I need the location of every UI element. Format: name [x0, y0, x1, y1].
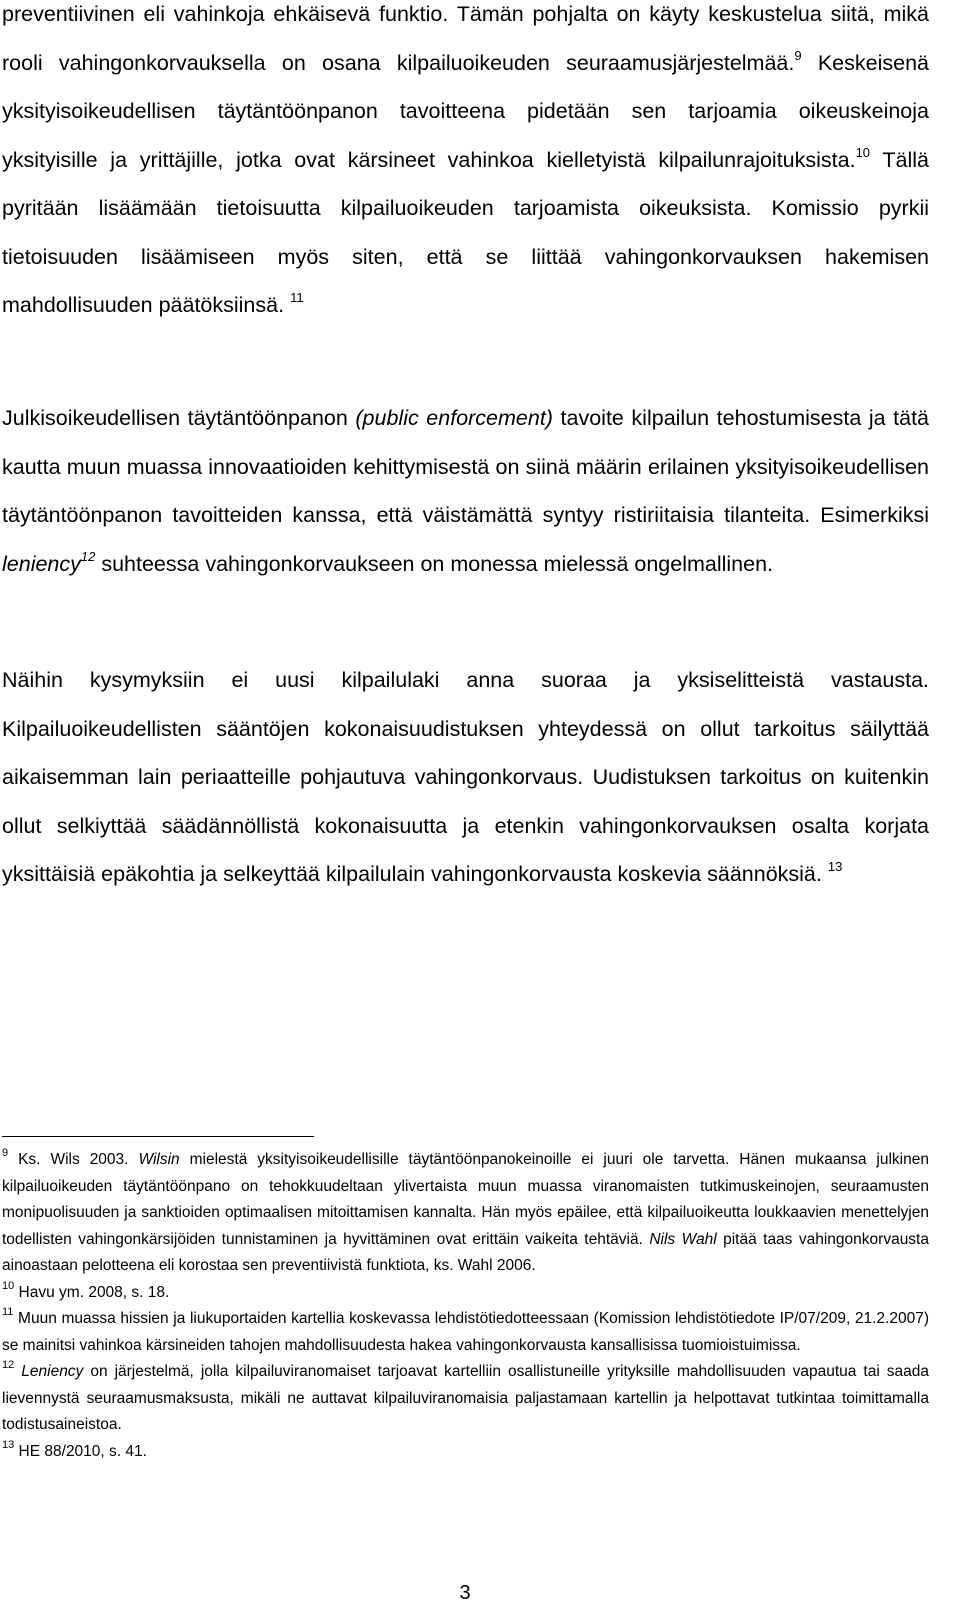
- paragraph-2-text-c: suhteessa vahingonkorvaukseen on monessa mielessä ongelmallinen.: [95, 551, 774, 576]
- footnote-11-text: Muun muassa hissien ja liukuportaiden kartellia koskevassa lehdistötiedotteessaan (Komission lehdistötiedote IP/07/209, 21.2.2007) se mainitsi vahinkoa kärsineiden tahojen mahdollisuudesta hakea vahingonkorvausta kansallisissa tuomioistuimissa.: [2, 1310, 929, 1354]
- paragraph-1: [2, 0, 929, 330]
- footnote-10-text: Havu ym. 2008, s. 18.: [14, 1283, 170, 1301]
- paragraph-3: [2, 656, 929, 899]
- footnote-ref-12-label: 12: [80, 548, 96, 564]
- footnote-ref-11[interactable]: 11: [290, 290, 304, 305]
- footnote-ref-10[interactable]: 10: [855, 144, 871, 160]
- footnote-12: [2, 1359, 929, 1439]
- footnote-12-italic-leniency: Leniency: [21, 1363, 84, 1380]
- paragraph-1-text-b: Keskeisenä yksityisoikeudellisen täytäntöönpanon tavoitteena pidetään sen tarjoamia oikeuskeinoja yksityisille ja yrittäjille, jotka ovat kärsineet vahinkoa kielletyistä kilpailunrajoituksista.: [2, 50, 929, 172]
- footnote-9-text-c: pitää taas vahingonkorvausta ainoastaan pelotteena eli korostaa sen preventiivistä funktiota, ks. Wahl 2006.: [2, 1230, 929, 1274]
- footnote-9: [2, 1147, 929, 1280]
- footnotes: [2, 1147, 929, 1465]
- footnote-9-italic-nils-wahl: Nils Wahl: [649, 1230, 717, 1248]
- footnote-13: [2, 1439, 929, 1466]
- paragraph-1-text-c: Tällä pyritään lisäämään tietoisuutta kilpailuoikeuden tarjoamista oikeuksista. Komissio pyrkii tietoisuuden lisäämiseen myös siten, että se liittää vahingonkorvauksen hakemisen mahdollisuuden päätöksiinsä.: [2, 147, 930, 317]
- paragraph-2-text-a: Julkisoikeudellisen täytäntöönpanon: [2, 406, 356, 430]
- paragraph-2: [2, 394, 929, 588]
- footnote-12-number: 12: [2, 1359, 15, 1371]
- footnote-12-text: on järjestelmä, jolla kilpailuviranomaiset tarjoavat kartelliin osallistuneille yrityksille mahdollisuuden vapautua tai saada lievennystä seuraamusmaksusta, mikäli ne auttavat kilpailuviranomaisia paljastamaan kartellin ja helpottavat tutkintaa toimittamalla todistusaineistoa.: [2, 1363, 929, 1433]
- footnote-13-number: 13: [2, 1438, 15, 1451]
- page-number: 3: [459, 1582, 471, 1604]
- footnote-9-italic-wilsin: Wilsin: [138, 1151, 180, 1168]
- footnote-9-text-a: Ks. Wils 2003.: [8, 1151, 139, 1168]
- paragraph-3-text: Näihin kysymyksiin ei uusi kilpailulaki anna suoraa ja yksiselitteistä vastausta. Kilpailuoikeudellisten sääntöjen kokonaisuudistuksen yhteydessä on ollut tarkoitus säilyttää aikaisemman lain periaatteille pohjautuva vahingonkorvaus. Uudistuksen tarkoitus on kuitenkin ollut selkiyttää säädännöllistä kokonaisuutta ja etenkin vahingonkorvauksen osalta korjata yksittäisiä epäkohtia ja selkeyttää kilpailulain vahingonkorvausta koskevia säännöksiä.: [2, 668, 929, 886]
- footnote-10: [2, 1280, 929, 1307]
- footnote-9-number: 9: [2, 1147, 9, 1159]
- footnote-ref-9[interactable]: 9: [794, 47, 802, 63]
- footnote-11: [2, 1306, 929, 1359]
- footnote-13-text: HE 88/2010, s. 41.: [14, 1442, 147, 1460]
- paragraph-2-italic-public-enforcement: (public enforcement): [355, 406, 553, 430]
- footnote-ref-13[interactable]: 13: [827, 859, 843, 874]
- footnote-ref-12[interactable]: [81, 549, 95, 564]
- footnote-10-number: 10: [2, 1279, 15, 1292]
- paragraph-2-italic-leniency: leniency: [2, 551, 81, 576]
- footnote-separator: [2, 1136, 314, 1137]
- paragraph-1-text-a: preventiivinen eli vahinkoja ehkäisevä funktio. Tämän pohjalta on käyty keskustelua siitä, mikä rooli vahingonkorvauksella on osana kilpailuoikeuden seuraamusjärjestelmää.: [2, 2, 929, 75]
- footnote-9-text-b: mielestä yksityisoikeudellisille täytäntöönpanokeinoille ei juuri ole tarvetta. Hänen mukaansa julkinen kilpailuoikeuden täytäntöönpano on tehokkuudeltaan ylivertaista muun muassa viranomaisten tutkimuskeinojen, seuraamusten monipuolisuuden ja sanktioiden optimaalisen mitoittamisen kannalta. Hän myös epäilee, että kilpailuoikeutta loukkaavien menettelyjen todellisten vahingonkärsijöiden tunnistaminen ja hyvittäminen ovat erittäin vaikeita tehtäviä.: [2, 1151, 929, 1248]
- paragraph-2-text-b: tavoite kilpailun tehostumisesta ja tätä kautta muun muassa innovaatioiden kehittymisestä on siinä määrin erilainen yksityisoikeudellisen täytäntöönpanon tavoitteiden kanssa, että väistämättä syntyy ristiriitaisia tilanteita. Esimerkiksi: [2, 406, 930, 527]
- footnote-11-number: 11: [2, 1306, 14, 1318]
